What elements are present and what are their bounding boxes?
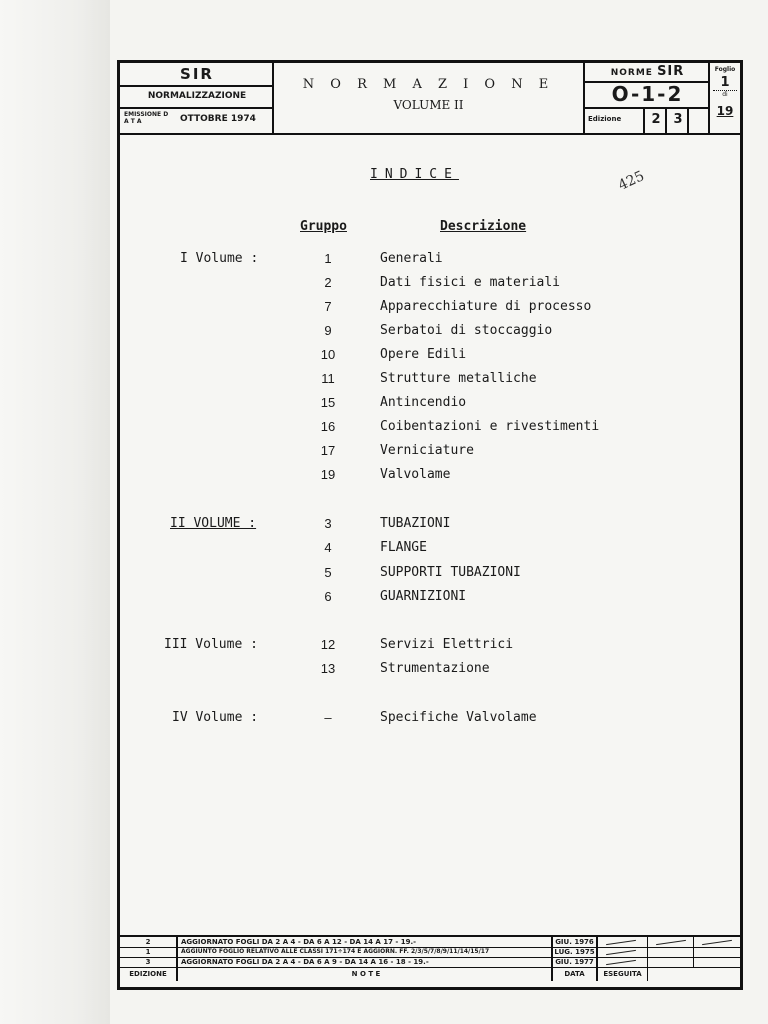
foglio-number: 1: [713, 75, 737, 91]
norme-heading: [585, 63, 710, 83]
revision-edition: 1: [120, 947, 178, 957]
group-description: Generali: [380, 251, 443, 266]
title-block: [120, 63, 740, 135]
norme-block: [585, 63, 710, 133]
edition-block: [585, 107, 710, 133]
group-description: Specifiche Valvolame: [380, 710, 537, 725]
revision-edition: 2: [120, 937, 178, 947]
foglio-label: Foglio: [714, 66, 736, 73]
revision-header-row: [120, 967, 740, 981]
emission-label: EMISSIONE D A T A: [124, 111, 169, 125]
group-description: Strutture metalliche: [380, 371, 537, 386]
group-number: –: [324, 710, 332, 725]
group-number: 13: [320, 661, 336, 676]
norme-brand: SIR: [657, 64, 685, 79]
group-description: Coibentazioni e rivestimenti: [380, 419, 600, 434]
revision-signature: [598, 957, 648, 967]
document-title: N O R M A Z I O N E: [302, 77, 555, 92]
col-note: N O T E: [178, 967, 553, 981]
group-number: 9: [324, 323, 332, 338]
group-number: 1: [324, 251, 332, 266]
group-description: Dati fisici e materiali: [380, 275, 561, 290]
revision-date: GIU. 1976: [553, 937, 598, 947]
group-number: 10: [320, 347, 336, 362]
group-description: GUARNIZIONI: [380, 589, 467, 604]
edition-box: 2: [643, 107, 667, 133]
group-number: 12: [320, 637, 336, 652]
column-header-descrizione: Descrizione: [440, 219, 527, 234]
revision-table: [120, 935, 740, 989]
company-block: [120, 63, 274, 133]
revision-note: AGGIORNATO FOGLI DA 2 A 4 - DA 6 A 9 - DA 14 A 16 - 18 - 19.-: [178, 957, 553, 967]
group-number: 19: [320, 467, 336, 482]
revision-signature: [694, 947, 740, 957]
group-number: 11: [321, 371, 335, 386]
group-description: Valvolame: [380, 467, 451, 482]
revision-signature: [648, 957, 694, 967]
group-description: FLANGE: [380, 540, 427, 555]
group-number: 15: [320, 395, 336, 410]
col-eseguita: ESEGUITA: [598, 967, 648, 981]
group-number: 6: [324, 589, 332, 604]
group-number: 5: [324, 565, 332, 580]
edition-box-empty: [687, 107, 712, 133]
group-number: 17: [320, 443, 336, 458]
revision-date: GIU. 1977: [553, 957, 598, 967]
group-description: Servizi Elettrici: [380, 637, 514, 652]
group-description: Verniciature: [380, 443, 474, 458]
revision-signature: [598, 937, 648, 947]
revision-signature: [694, 937, 740, 947]
revision-signature: [694, 957, 740, 967]
col-edizione: EDIZIONE: [120, 967, 178, 981]
index-title: INDICE: [370, 167, 459, 182]
volume-label: IV Volume :: [172, 710, 259, 725]
column-header-gruppo: Gruppo: [300, 219, 347, 234]
revision-note: AGGIORNATO FOGLI DA 2 A 4 - DA 6 A 12 - DA 14 A 17 - 19.-: [178, 937, 553, 947]
group-number: 4: [324, 540, 332, 555]
group-number: 3: [324, 516, 332, 531]
edition-label: Edizione: [588, 115, 622, 123]
group-description: Apparecchiature di processo: [380, 299, 592, 314]
volume-label: II VOLUME :: [170, 516, 257, 531]
group-number: 16: [320, 419, 336, 434]
group-description: TUBAZIONI: [380, 516, 451, 531]
group-number: 7: [324, 299, 332, 314]
col-data: DATA: [553, 967, 598, 981]
volume-label: III Volume :: [164, 637, 258, 652]
foglio-total: 19: [716, 104, 734, 118]
document-code: O-1-2: [585, 81, 710, 109]
group-description: SUPPORTI TUBAZIONI: [380, 565, 521, 580]
volume-label: I Volume :: [180, 251, 259, 266]
revision-signature: [648, 937, 694, 947]
revision-note: AGGIUNTO FOGLIO RELATIVO ALLE CLASSI 171÷174 E AGGIORN. FF. 2/3/5/7/8/9/11/14/15/17: [178, 947, 553, 957]
revision-date: LUG. 1975: [553, 947, 598, 957]
revision-signature: [598, 947, 648, 957]
revision-signature: [648, 947, 694, 957]
sheet-number-block: [710, 63, 740, 133]
document-title-block: [274, 63, 585, 133]
company-name: SIR: [120, 63, 274, 87]
group-description: Strumentazione: [380, 661, 490, 676]
group-description: Opere Edili: [380, 347, 467, 362]
revision-edition: 3: [120, 957, 178, 967]
edition-box: 3: [665, 107, 689, 133]
group-description: Serbatoi di stoccaggio: [380, 323, 553, 338]
foglio-of-label: di: [722, 91, 728, 98]
volume-title: VOLUME II: [393, 98, 464, 112]
document-sheet: [117, 60, 743, 990]
department-name: NORMALIZZAZIONE: [120, 85, 274, 109]
page-left-margin: [0, 0, 110, 1024]
group-number: 2: [324, 275, 332, 290]
norme-label: NORME: [610, 68, 653, 78]
group-description: Antincendio: [380, 395, 467, 410]
handwritten-note: 425: [615, 168, 647, 194]
emission-date: OTTOBRE 1974: [180, 114, 256, 124]
